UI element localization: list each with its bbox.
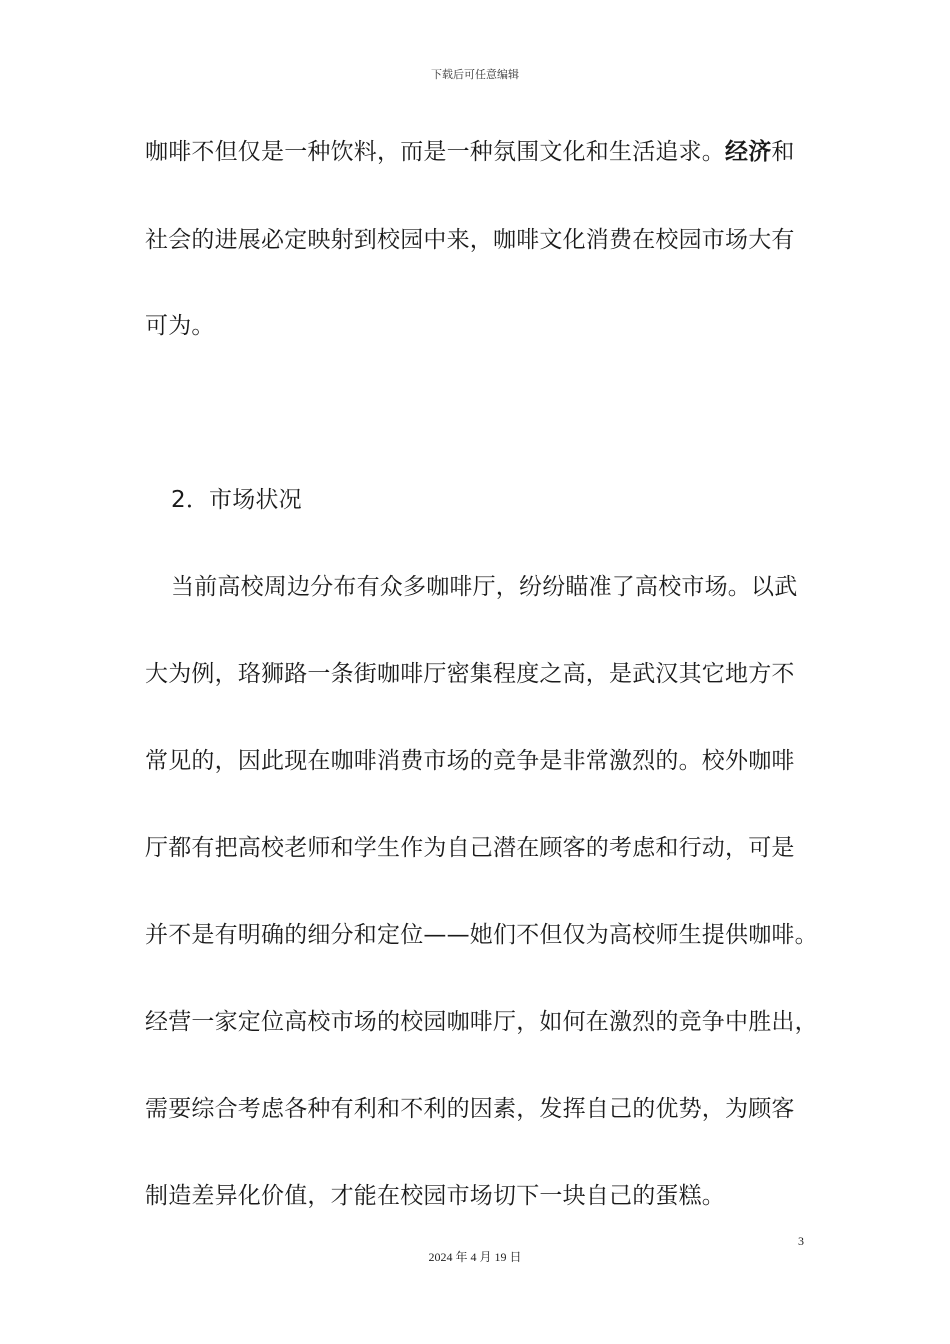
- paragraph-1-text: 咖啡不但仅是一种饮料，而是一种氛围文化和生活追求。: [145, 139, 725, 165]
- paragraph-2-line-4: 厅都有把高校老师和学生作为自己潜在顾客的考虑和行动，可是: [145, 835, 795, 861]
- paragraph-1-line-1: [145, 137, 795, 167]
- paragraph-1-line-3: 可为。: [145, 313, 215, 339]
- paragraph-2-line-6: 经营一家定位高校市场的校园咖啡厅，如何在激烈的竞争中胜出，: [145, 1009, 818, 1035]
- page-number: 3: [798, 1234, 804, 1248]
- paragraph-2-line-5: 并不是有明确的细分和定位——她们不但仅为高校师生提供咖啡。: [145, 922, 818, 948]
- paragraph-2-line-3: 常见的，因此现在咖啡消费市场的竞争是非常激烈的。校外咖啡: [145, 748, 795, 774]
- paragraph-1-bold-term: 经济: [725, 139, 772, 165]
- paragraph-1-text-end: 和: [771, 139, 795, 165]
- paragraph-2-line-1: 当前高校周边分布有众多咖啡厅，纷纷瞄准了高校市场。以武: [171, 574, 798, 600]
- paragraph-1-line-2: 社会的进展必定映射到校园中来，咖啡文化消费在校园市场大有: [145, 227, 795, 253]
- page-header: 下载后可任意编辑: [431, 68, 519, 81]
- paragraph-2-line-7: 需要综合考虑各种有利和不利的因素，发挥自己的优势，为顾客: [145, 1096, 795, 1122]
- footer-date: 2024 年 4 月 19 日: [428, 1250, 522, 1264]
- paragraph-2-line-2: 大为例，珞狮路一条街咖啡厅密集程度之高，是武汉其它地方不: [145, 661, 795, 687]
- paragraph-2-line-8: 制造差异化价值，才能在校园市场切下一块自己的蛋糕。: [145, 1183, 725, 1209]
- section-heading: 2．市场状况: [171, 487, 302, 513]
